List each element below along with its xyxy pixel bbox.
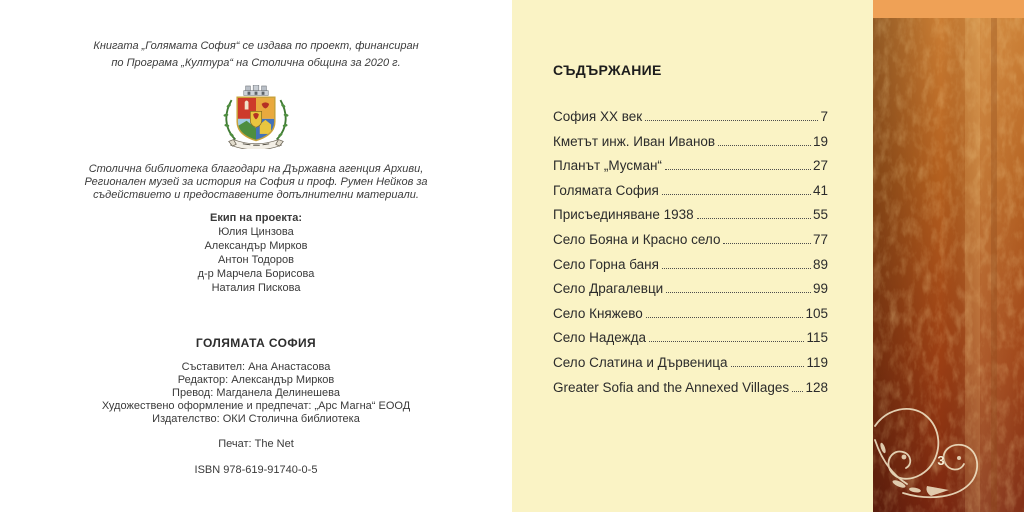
team-member: д-р Марчела Борисова [197, 268, 315, 280]
toc-entry-page: 105 [805, 305, 828, 321]
credit-line: Издателство: ОКИ Столична библиотека [152, 413, 360, 425]
toc-entry [553, 380, 828, 405]
toc-entry-label: Планът „Мусман“ [553, 158, 662, 174]
toc-entry [553, 330, 828, 355]
toc-entry-page: 55 [812, 207, 828, 223]
toc-entry-page: 19 [812, 133, 828, 149]
team-members [0, 225, 512, 295]
toc-dot-leader [718, 145, 811, 146]
toc-entry-label: Село Горна баня [553, 256, 659, 272]
toc-entry [553, 207, 828, 232]
toc-dot-leader [646, 317, 804, 318]
team-member: Юлия Цинзова [218, 226, 294, 238]
shield [237, 97, 275, 141]
toc-dot-leader [665, 169, 811, 170]
toc-entry [553, 306, 828, 331]
toc-entry [553, 281, 828, 306]
note-line: по Програма „Култура“ на Столична община за 2020 г. [111, 57, 401, 69]
toc-dot-leader [662, 194, 811, 195]
cover-strip [873, 0, 1024, 512]
toc-entry-label: София ХХ век [553, 109, 643, 124]
toc-entry [553, 109, 828, 134]
toc-entry [553, 257, 828, 282]
toc-entry-label: Greater Sofia and the Annexed Villages [553, 379, 790, 395]
team-member: Антон Тодоров [218, 254, 294, 266]
toc-dot-leader [666, 292, 811, 293]
toc-dot-leader [645, 120, 818, 121]
publication-credits [0, 361, 512, 426]
toc-dot-leader [649, 341, 804, 342]
toc-entry-label: Село Драгалевци [553, 281, 664, 297]
toc-entry-page: 7 [820, 109, 828, 124]
credit-line: Художествено оформление и предпечат: „Арс Магна“ ЕООД [101, 400, 411, 412]
toc-entry-page: 128 [805, 379, 828, 395]
toc-entry [553, 232, 828, 257]
toc-entry-page: 41 [812, 182, 828, 198]
toc-entry [553, 355, 828, 380]
contents-page [512, 0, 873, 512]
toc-title: СЪДЪРЖАНИЕ [553, 62, 662, 78]
toc-entry [553, 134, 828, 159]
toc-entry-page: 89 [812, 256, 828, 272]
thanks-line: Регионален музей за история на София и проф. Румен Нейков за [84, 176, 428, 188]
toc-entry [553, 158, 828, 183]
page-number: 3 [937, 453, 945, 468]
project-team [0, 211, 512, 295]
table-of-contents [553, 109, 828, 404]
toc-entry-label: Село Княжево [553, 305, 643, 321]
team-member: Наталия Пискова [211, 282, 301, 294]
credit-line: Редактор: Александър Мирков [177, 374, 335, 386]
toc-entry-label: Село Надежда [553, 330, 647, 346]
isbn: ISBN 978-619-91740-0-5 [194, 464, 318, 476]
toc-entry-page: 119 [806, 354, 828, 370]
toc-entry-page: 27 [812, 158, 828, 174]
toc-dot-leader [662, 268, 811, 269]
toc-dot-leader [723, 243, 810, 244]
note-line: Книгата „Голямата София“ се издава по проект, финансиран [93, 40, 419, 52]
emblem-wrap [0, 85, 512, 154]
toc-entry-label: Присъединяване 1938 [553, 207, 694, 223]
toc-entry-label: Кметът инж. Иван Иванов [553, 133, 716, 149]
crown [244, 85, 268, 95]
book-title: ГОЛЯМАТА СОФИЯ [195, 336, 317, 350]
credit-line: Превод: Магданела Делинешева [172, 387, 340, 399]
toc-entry-page: 99 [812, 281, 828, 297]
toc-entry-page: 77 [812, 231, 828, 247]
print-note: Печат: The Net [218, 438, 294, 450]
sofia-coat-of-arms-icon [209, 85, 303, 149]
toc-dot-leader [792, 391, 803, 392]
project-funding-note [0, 38, 512, 72]
toc-dot-leader [731, 366, 805, 367]
toc-dot-leader [697, 218, 811, 219]
thanks-line: съдействието и предоставените допълнителни материали. [93, 189, 419, 201]
credit-line: Съставител: Ана Анастасова [181, 361, 331, 373]
team-heading: Екип на проекта: [210, 212, 302, 224]
thanks-line: Столична библиотека благодари на Държавна агенция Архиви, [88, 163, 424, 175]
acknowledgement-note [0, 163, 512, 202]
team-member: Александър Мирков [204, 240, 308, 252]
toc-entry-label: Голямата София [553, 182, 659, 198]
toc-entry-label: Село Бояна и Красно село [553, 231, 721, 247]
toc-entry-page: 115 [806, 330, 828, 346]
toc-entry-label: Село Слатина и Дървеница [553, 354, 728, 370]
toc-entry [553, 183, 828, 208]
